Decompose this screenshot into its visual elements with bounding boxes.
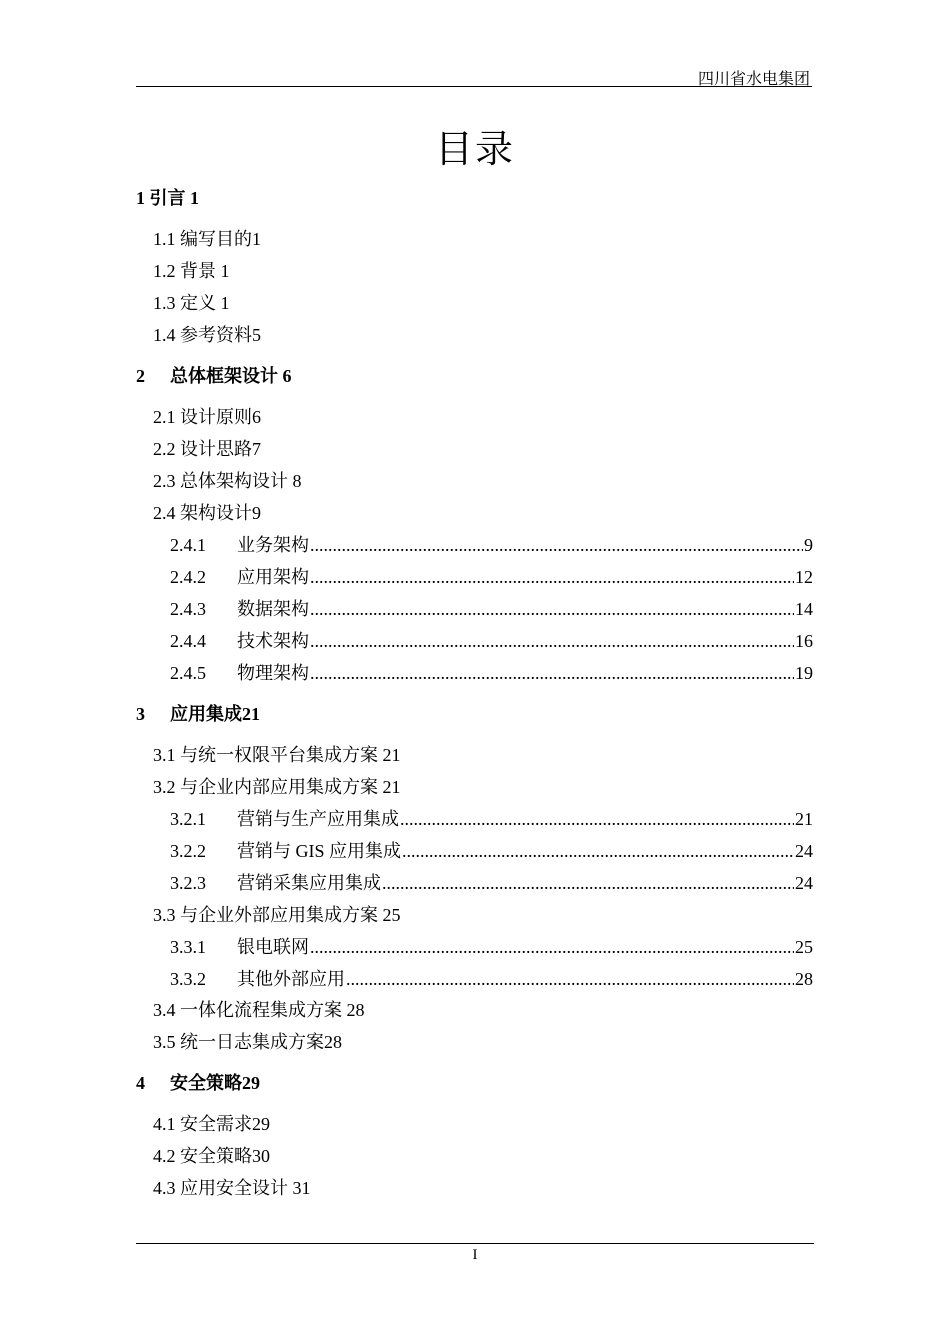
toc-subsection-3-3-1[interactable] [170,936,813,958]
toc-page-number: 28 [795,969,813,989]
toc-section-2-3[interactable]: 2.3 总体架构设计 8 [153,471,302,491]
toc-chapter-number: 2 [136,366,145,386]
toc-dot-leader [346,968,794,990]
toc-subsection-2-4-5[interactable] [170,662,813,684]
toc-subsection-number: 2.4.4 [170,631,206,651]
toc-section-1-2[interactable]: 1.2 背景 1 [153,261,230,281]
toc-subsection-number: 3.3.1 [170,937,206,957]
toc-chapter-number: 4 [136,1073,145,1093]
toc-section-1-3[interactable]: 1.3 定义 1 [153,293,230,313]
toc-section-1-1[interactable]: 1.1 编写目的1 [153,229,261,249]
toc-chapter-label: 安全策略29 [170,1073,260,1093]
toc-page-number: 19 [795,663,813,683]
toc-chapter-2[interactable] [136,365,292,387]
toc-page-number: 25 [795,937,813,957]
toc-section-2-2[interactable]: 2.2 设计思路7 [153,439,261,459]
toc-dot-leader [382,872,794,894]
toc-subsection-number: 3.2.1 [170,809,206,829]
toc-page-number: 12 [795,567,813,587]
toc-page-number: 14 [795,599,813,619]
toc-page-number: 21 [795,809,813,829]
toc-dot-leader [310,936,794,958]
toc-chapter-4[interactable] [136,1072,260,1094]
toc-section-3-3[interactable]: 3.3 与企业外部应用集成方案 25 [153,905,401,925]
toc-subsection-3-3-2[interactable] [170,968,813,990]
toc-subsection-2-4-4[interactable] [170,630,813,652]
toc-subsection-3-2-1[interactable] [170,808,813,830]
toc-chapter-label: 应用集成21 [170,704,260,724]
toc-page-number: 24 [795,873,813,893]
toc-subsection-title: 技术架构 [237,631,309,651]
toc-subsection-title: 业务架构 [237,535,309,555]
header-organization: 四川省水电集团 [697,71,810,88]
toc-subsection-3-2-2[interactable] [170,840,813,862]
toc-subsection-number: 2.4.2 [170,567,206,587]
toc-dot-leader [400,808,794,830]
footer-page-number: I [472,1247,478,1263]
toc-section-2-4[interactable]: 2.4 架构设计9 [153,503,261,523]
toc-dot-leader [402,840,794,862]
toc-page-number: 9 [804,535,813,555]
toc-dot-leader [310,630,794,652]
toc-subsection-2-4-2[interactable] [170,566,813,588]
toc-subsection-number: 3.3.2 [170,969,206,989]
toc-subsection-title: 物理架构 [237,663,309,683]
toc-subsection-number: 2.4.1 [170,535,206,555]
toc-dot-leader [310,566,794,588]
toc-subsection-title: 银电联网 [237,937,309,957]
toc-subsection-title: 数据架构 [237,599,309,619]
toc-page-number: 24 [795,841,813,861]
toc-subsection-2-4-3[interactable] [170,598,813,620]
page-title: 目录 [434,129,515,171]
toc-chapter-1[interactable] [136,187,199,209]
toc-section-2-1[interactable]: 2.1 设计原则6 [153,407,261,427]
toc-section-1-4[interactable]: 1.4 参考资料5 [153,325,261,345]
toc-subsection-title: 应用架构 [237,567,309,587]
toc-subsection-number: 3.2.2 [170,841,206,861]
toc-section-4-1[interactable]: 4.1 安全需求29 [153,1114,270,1134]
toc-section-3-4[interactable]: 3.4 一体化流程集成方案 28 [153,1000,365,1020]
toc-subsection-number: 2.4.3 [170,599,206,619]
toc-page-number: 16 [795,631,813,651]
toc-subsection-title: 营销采集应用集成 [237,873,381,893]
toc-section-3-1[interactable]: 3.1 与统一权限平台集成方案 21 [153,745,401,765]
toc-chapter-label: 总体框架设计 6 [170,366,292,386]
footer-divider [136,1243,814,1244]
toc-chapter-number: 3 [136,704,145,724]
toc-section-3-2[interactable]: 3.2 与企业内部应用集成方案 21 [153,777,401,797]
toc-subsection-number: 2.4.5 [170,663,206,683]
toc-chapter-label: 1 引言 1 [136,188,199,208]
toc-subsection-2-4-1[interactable] [170,534,813,556]
toc-subsection-title: 其他外部应用 [237,969,345,989]
toc-dot-leader [310,598,794,620]
toc-section-4-3[interactable]: 4.3 应用安全设计 31 [153,1178,311,1198]
toc-section-3-5[interactable]: 3.5 统一日志集成方案28 [153,1032,342,1052]
toc-subsection-number: 3.2.3 [170,873,206,893]
toc-dot-leader [310,662,794,684]
toc-chapter-3[interactable] [136,703,260,725]
toc-subsection-title: 营销与生产应用集成 [237,809,399,829]
toc-section-4-2[interactable]: 4.2 安全策略30 [153,1146,270,1166]
toc-subsection-title: 营销与 GIS 应用集成 [237,841,402,861]
toc-subsection-3-2-3[interactable] [170,872,813,894]
toc-dot-leader [310,534,803,556]
